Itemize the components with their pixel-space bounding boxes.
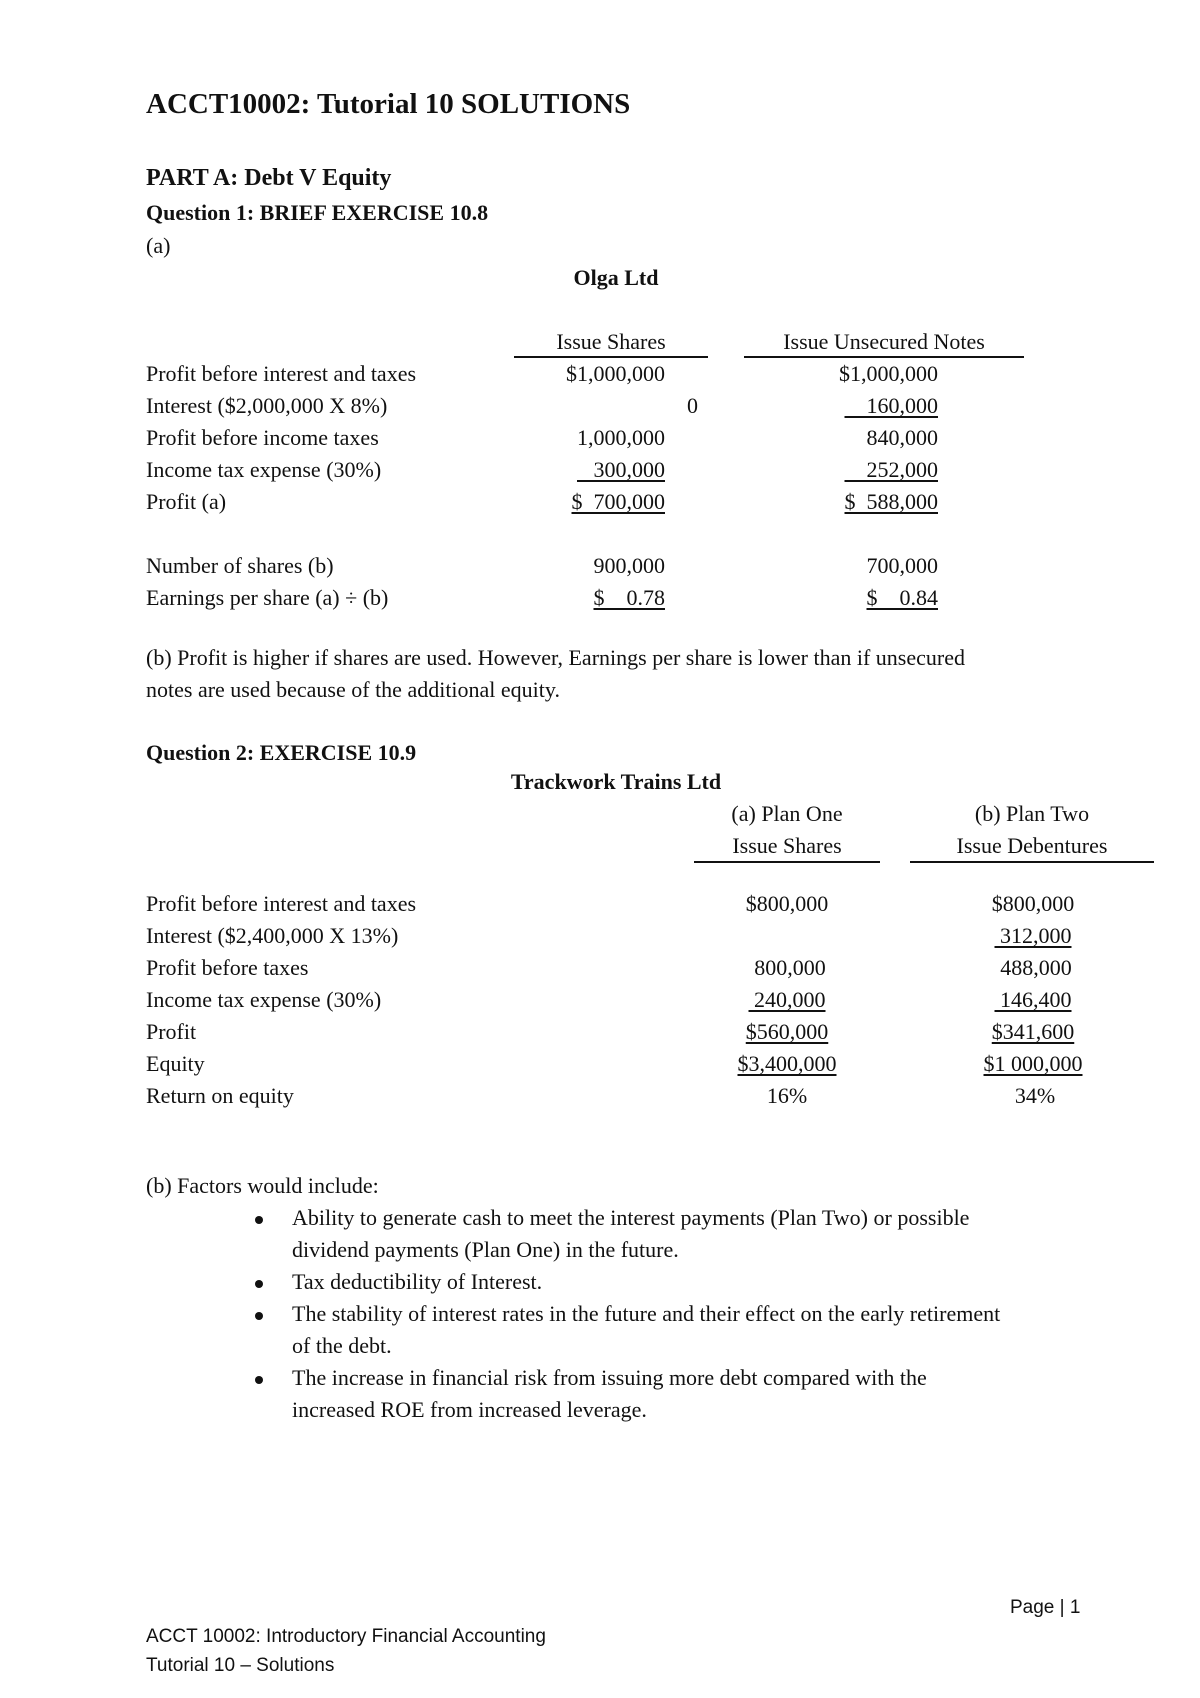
q2-row-label: Profit	[146, 1019, 197, 1044]
q2-col2-header-line2: Issue Debentures	[956, 833, 1108, 858]
q1-part-b-text: (b) Profit is higher if shares are used. However, Earnings per share is lower than if unsecured	[146, 645, 965, 670]
q2-factor-item: of the debt.	[292, 1333, 392, 1358]
q2-value-col2: 34%	[1014, 1083, 1056, 1108]
bullet-icon	[255, 1312, 263, 1320]
q2-col2-header-rule	[910, 861, 1154, 863]
bullet-icon	[255, 1376, 263, 1384]
q2-value-col2: 146,400	[1000, 987, 1072, 1012]
q1-row-label: Earnings per share (a) ÷ (b)	[146, 585, 389, 610]
q1-value-col2: $1,000,000	[839, 361, 938, 386]
q1-value-col2: $ 0.84	[866, 585, 938, 610]
question-2-heading: Question 2: EXERCISE 10.9	[146, 740, 417, 765]
q1-value-col1: 300,000	[593, 457, 665, 482]
q1-row-label: Profit before interest and taxes	[146, 361, 417, 386]
q2-row-label: Return on equity	[146, 1083, 294, 1108]
q2-value-col1: 240,000	[754, 987, 826, 1012]
bullet-icon	[255, 1216, 263, 1224]
q1-col2-header-rule	[744, 356, 1024, 358]
q1-value-col1: 0	[687, 393, 698, 418]
q2-value-col2: $341,600	[991, 1019, 1075, 1044]
q2-row-label: Equity	[146, 1051, 205, 1076]
q2-row-label: Interest ($2,400,000 X 13%)	[146, 923, 399, 948]
q1-col1-header-rule	[514, 356, 708, 358]
q2-value-col2: $800,000	[991, 891, 1075, 916]
q2-factor-item: dividend payments (Plan One) in the future.	[292, 1237, 679, 1262]
q2-value-col1: $3,400,000	[737, 1051, 837, 1076]
q2-value-col1: $560,000	[745, 1019, 829, 1044]
page-number: Page | 1	[1010, 1597, 1081, 1618]
q1-col2-header: Issue Unsecured Notes	[783, 329, 985, 354]
q1-row-label: Number of shares (b)	[146, 553, 334, 578]
q2-value-col2: 312,000	[1000, 923, 1072, 948]
q2-col1-header-line2: Issue Shares	[732, 833, 842, 858]
q2-col1-header-rule	[694, 861, 880, 863]
q2-row-label: Income tax expense (30%)	[146, 987, 382, 1012]
q1-value-col1: 900,000	[593, 553, 665, 578]
q2-factor-item: Tax deductibility of Interest.	[292, 1269, 543, 1294]
q1-value-col1: $ 0.78	[593, 585, 665, 610]
q2-col1-header-line1: (a) Plan One	[731, 801, 843, 826]
q1-row-label: Profit (a)	[146, 489, 227, 514]
q2-value-col1: 16%	[766, 1083, 808, 1108]
q2-company-name: Trackwork Trains Ltd	[510, 769, 722, 794]
q2-row-label: Profit before taxes	[146, 955, 309, 980]
bullet-icon	[255, 1280, 263, 1288]
q2-value-col2: 488,000	[1000, 955, 1072, 980]
q2-col2-header-line1: (b) Plan Two	[974, 801, 1090, 826]
q1-value-col2: 700,000	[866, 553, 938, 578]
part-heading: PART A: Debt V Equity	[146, 165, 392, 191]
q2-value-col1: 800,000	[754, 955, 826, 980]
q1-row-label: Profit before income taxes	[146, 425, 379, 450]
footer-course: ACCT 10002: Introductory Financial Accounting	[146, 1626, 546, 1647]
q1-value-col1: $ 700,000	[571, 489, 665, 514]
q1-row-label: Income tax expense (30%)	[146, 457, 382, 482]
q2-factor-item: The stability of interest rates in the future and their effect on the early retirement	[292, 1301, 1001, 1326]
q2-factor-item: increased ROE from increased leverage.	[292, 1397, 647, 1422]
q1-value-col1: $1,000,000	[566, 361, 665, 386]
q2-factor-item: Ability to generate cash to meet the interest payments (Plan Two) or possible	[292, 1205, 970, 1230]
q1-value-col2: 160,000	[866, 393, 938, 418]
q1-company-name: Olga Ltd	[573, 265, 659, 290]
q1-value-col2: 840,000	[866, 425, 938, 450]
q2-factor-item: The increase in financial risk from issuing more debt compared with the	[292, 1365, 927, 1390]
q1-col1-header: Issue Shares	[556, 329, 666, 354]
q2-factors-intro: (b) Factors would include:	[146, 1173, 379, 1198]
q2-row-label: Profit before interest and taxes	[146, 891, 417, 916]
q1-part-b-text: notes are used because of the additional equity.	[146, 677, 560, 702]
q1-row-label: Interest ($2,000,000 X 8%)	[146, 393, 388, 418]
q1-value-col2: 252,000	[866, 457, 938, 482]
q1-value-col2: $ 588,000	[844, 489, 938, 514]
q2-value-col1: $800,000	[745, 891, 829, 916]
q1-part-a-label: (a)	[146, 233, 171, 258]
document-title: ACCT10002: Tutorial 10 SOLUTIONS	[146, 88, 631, 120]
q2-value-col2: $1 000,000	[983, 1051, 1083, 1076]
q1-value-col1: 1,000,000	[577, 425, 665, 450]
question-1-heading: Question 1: BRIEF EXERCISE 10.8	[146, 200, 489, 225]
footer-subtitle: Tutorial 10 – Solutions	[146, 1655, 335, 1676]
